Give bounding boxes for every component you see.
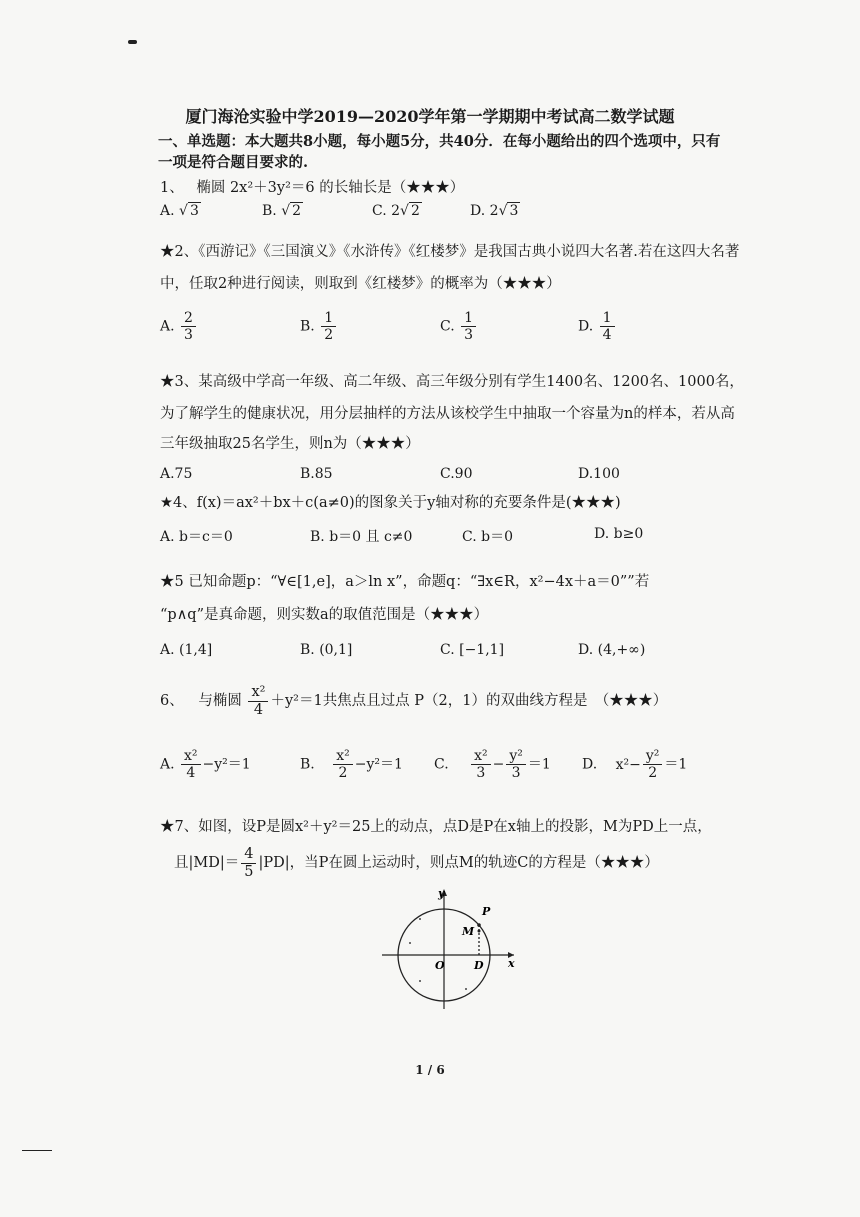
q3-option-b: B.85 (300, 466, 333, 482)
q1-option-a: A. √ 3 (160, 203, 199, 219)
q6-option-c: C. $\frac{\text{x²}}{3}$ − $\frac{\text{y²}}{3}$ ＝1 (434, 748, 551, 782)
label-y: y (438, 887, 445, 900)
fraction: $\frac{\text{x²}}{4}$ (248, 684, 268, 718)
q5-option-b: B. (0,1] (300, 642, 353, 658)
page-number: 1 / 6 (415, 1063, 445, 1077)
sqrt-expr: √ 3 (179, 203, 199, 219)
point-m (478, 930, 481, 933)
question-3-line2: 为了解学生的健康状况，用分层抽样的方法从该校学生中抽取一个容量为n的样本，若从高 (160, 406, 735, 422)
label-d: D (474, 959, 484, 972)
q2-option-d: D. $\frac{1}{4}$ (578, 310, 617, 343)
question-7-line2: 且|MD|＝ $\frac{4}{5}$ |PD|，当P在圆上运动时，则点M的轨迹C的方程是（★★★） (174, 846, 659, 880)
q6-option-a: A. $\frac{\text{x²}}{4}$ −y²＝1 (160, 748, 251, 782)
q4-option-c: C. b＝0 (462, 529, 513, 545)
circle-figure (380, 885, 520, 1015)
q1-option-b: B. √ 2 (262, 203, 302, 219)
question-2-line2: 中，任取2种进行阅读，则取到《红楼梦》的概率为（★★★） (160, 276, 561, 292)
q3-option-c: C.90 (440, 466, 473, 482)
exam-title: 厦门海沧实验中学2019—2020学年第一学期期中考试高二数学试题 (185, 107, 675, 126)
section-heading-line1: 一、单选题：本大题共8小题，每小题5分，共40分．在每小题给出的四个选项中，只有 (158, 133, 721, 150)
q4-option-a: A. b＝c＝0 (160, 529, 233, 545)
sqrt-expr: √ 2 (400, 203, 420, 219)
sqrt-expr: √ 2 (281, 203, 302, 219)
scan-dot (419, 980, 421, 982)
fraction: $\frac{4}{5}$ (241, 846, 256, 880)
fraction: $\frac{1}{4}$ (600, 310, 615, 343)
scan-dot (465, 988, 467, 990)
q2-option-b: B. $\frac{1}{2}$ (300, 310, 338, 343)
q3-option-a: A.75 (160, 466, 193, 482)
q4-option-b: B. b＝0 且 c≠0 (310, 529, 413, 545)
fraction: $\frac{1}{3}$ (461, 310, 476, 343)
question-3-line1: ★3、某高级中学高一年级、高二年级、高三年级分别有学生1400名、1200名、1000名， (160, 374, 744, 390)
q6-option-b: B. $\frac{\text{x²}}{2}$ −y²＝1 (300, 748, 403, 782)
scan-speck (128, 40, 137, 44)
fraction: $\frac{\text{x²}}{3}$ (471, 748, 491, 781)
question-7-line1: ★7、如图，设P是圆x²＋y²＝25上的动点，点D是P在x轴上的投影，M为PD上一点， (160, 819, 712, 835)
question-5-line1: ★5 已知命题p：“∀∈[1,e]，a＞ln x”，命题q：“∃x∈R，x²−4x＋a＝0””若 (160, 574, 650, 590)
scan-dot (419, 918, 421, 920)
sqrt-expr: √ 3 (498, 203, 519, 219)
q4-option-d: D. b≥0 (594, 526, 644, 542)
q1-option-d: D. 2√ 3 (470, 203, 519, 219)
point-p (477, 923, 481, 927)
fraction: $\frac{\text{x²}}{2}$ (333, 748, 353, 781)
question-2-line1: ★2、《西游记》《三国演义》《水浒传》《红楼梦》是我国古典小说四大名著.若在这四大名著 (160, 244, 740, 260)
q1-option-c: C. 2√ 2 (372, 203, 420, 219)
fraction: $\frac{1}{2}$ (321, 310, 336, 343)
q3-option-d: D.100 (578, 466, 620, 482)
section-heading-line2: 一项是符合题目要求的. (158, 154, 309, 171)
fraction: $\frac{\text{x²}}{4}$ (181, 748, 201, 781)
scan-speck (22, 1150, 52, 1151)
question-3-line3: 三年级抽取25名学生，则n为（★★★） (160, 436, 420, 452)
q2-option-c: C. $\frac{1}{3}$ (440, 310, 478, 343)
scan-dot (409, 942, 411, 944)
q2-option-a: A. $\frac{2}{3}$ (160, 310, 198, 343)
q5-option-d: D. (4,+∞) (578, 642, 646, 658)
label-m: M (462, 925, 475, 938)
question-5-line2: “p∧q”是真命题，则实数a的取值范围是（★★★） (160, 607, 489, 623)
fraction: $\frac{\text{y²}}{3}$ (506, 748, 526, 781)
question-6-stem: 6、 与椭圆 $\frac{\text{x²}}{4}$ ＋y²＝1共焦点且过点 P（2，1）的双曲线方程是 （★★★） (160, 684, 668, 718)
q5-option-c: C. [−1,1] (440, 642, 505, 658)
q5-option-a: A. (1,4] (160, 642, 213, 658)
fraction: $\frac{2}{3}$ (181, 310, 196, 343)
question-1-stem: 1、 椭圆 2x²＋3y²＝6 的长轴长是（★★★） (160, 180, 465, 196)
fraction: $\frac{\text{y²}}{2}$ (643, 748, 663, 781)
label-x: x (508, 957, 515, 970)
label-p: P (482, 905, 491, 918)
question-4-stem: ★4、f(x)＝ax²＋bx＋c(a≠0)的图象关于y轴对称的充要条件是(★★★) (160, 495, 621, 511)
label-origin: O (435, 959, 445, 972)
q6-option-d: D. x²− $\frac{\text{y²}}{2}$ ＝1 (582, 748, 688, 782)
